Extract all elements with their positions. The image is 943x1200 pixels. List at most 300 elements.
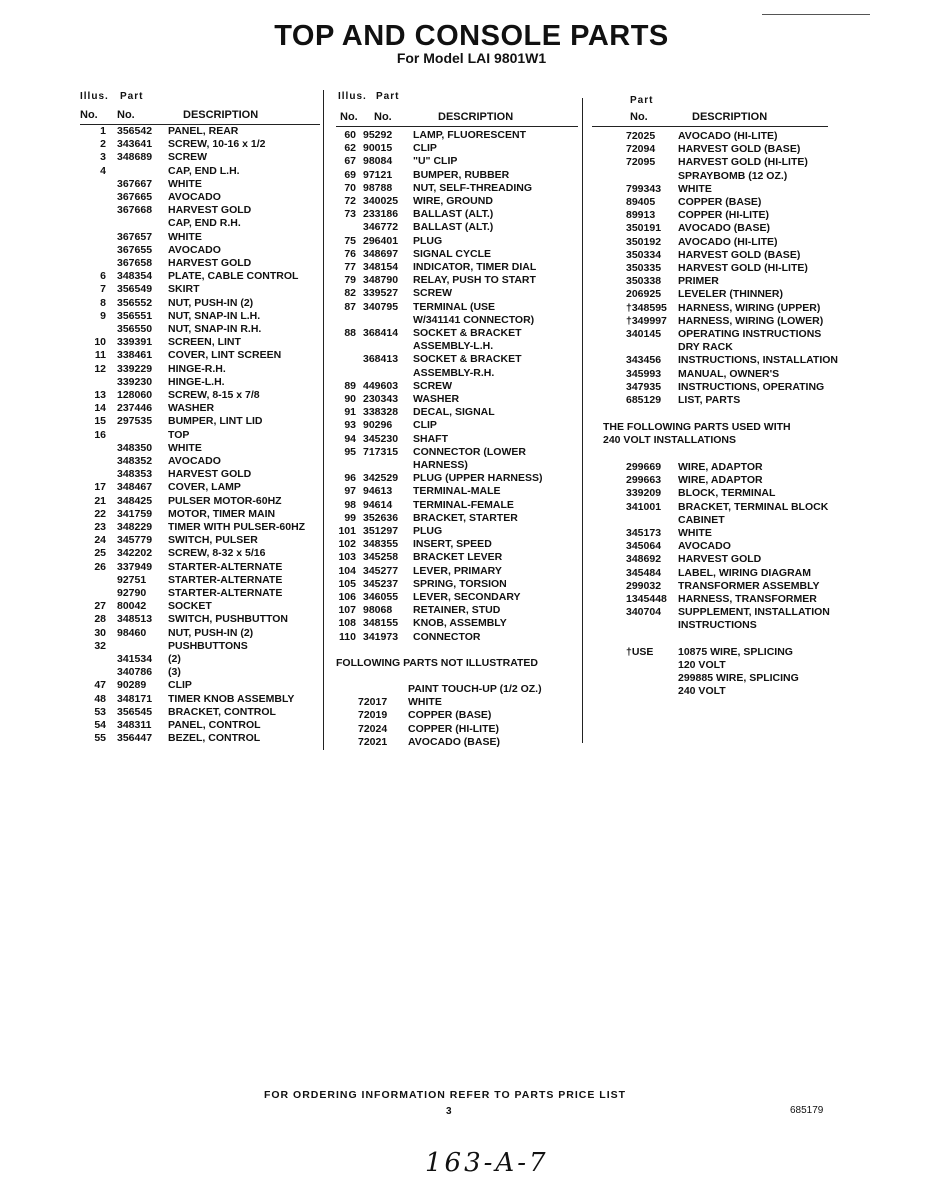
part-description: AVOCADO (BASE) [408,735,500,748]
part-number: 348790 [363,274,399,287]
part-number: 341759 [117,507,153,520]
part-description: BALLAST (ALT.) [413,221,494,234]
illus-number: 2 [100,138,106,151]
part-number: 351297 [363,525,399,537]
part-description: NUT, SNAP-IN R.H. [168,323,262,335]
part-description: HARNESS, WIRING (UPPER) [678,301,821,314]
illus-number: 79 [344,274,356,287]
part-number: 72017 [358,696,388,709]
part-number: 346055 [363,591,399,603]
part-description: MANUAL, OWNER'S [678,367,780,380]
illus-number: 70 [344,181,356,194]
part-description: INSTRUCTIONS, INSTALLATION [678,354,839,367]
part-description: SOCKET [168,600,212,613]
part-description: WHITE [168,230,202,243]
part-description: HARNESS, WIRING (LOWER) [678,314,824,327]
illus-number: 67 [344,155,356,168]
part-number: 348171 [117,692,153,705]
illus-number: 106 [338,591,356,603]
part-number: 345484 [626,566,662,579]
part-description: SOCKET & BRACKET [413,327,522,339]
part-number: 340145 [626,328,662,340]
part-description: CLIP [413,142,437,155]
part-number: 356551 [117,309,153,322]
part-number: 297535 [117,415,153,428]
part-number: 128060 [117,389,153,401]
illus-number: 95 [344,445,356,458]
illus-number: 108 [338,617,356,630]
part-number: 72024 [358,722,388,735]
part-number: 345237 [363,577,399,590]
illus-number: 4 [100,164,106,177]
part-number: 94613 [363,485,393,498]
part-number: 342202 [117,547,153,560]
illus-number: 73 [344,208,356,221]
volt-note-line-2: 240 VOLT INSTALLATIONS [603,434,737,446]
column-divider [323,90,324,750]
part-description: TOP [168,428,190,441]
part-number: 343456 [626,354,662,367]
part-description: HARVEST GOLD (BASE) [678,248,801,261]
illus-number: 76 [344,247,356,260]
part-description: SCREEN, LINT [168,336,241,349]
part-description: PANEL, CONTROL [168,719,261,731]
part-number: 72095 [626,156,656,169]
illus-number: 99 [344,511,356,524]
part-description: STARTER-ALTERNATE [168,587,283,599]
part-number: 345258 [363,551,399,564]
part-description: ASSEMBLY-R.H. [413,366,495,379]
part-description: COVER, LAMP [168,481,241,494]
part-description: BUMPER, RUBBER [413,168,510,181]
part-number: 367657 [117,230,153,243]
illus-number: 105 [338,577,356,590]
part-description: PLUG [413,234,443,247]
part-description: DECAL, SIGNAL [413,406,495,419]
part-description: TIMER WITH PULSER-60HZ [168,521,306,533]
part-description: LEVER, SECONDARY [413,591,521,603]
part-description: WIRE, GROUND [413,195,493,207]
part-number: 345064 [626,540,662,553]
illus-number: 48 [94,692,106,705]
part-number: 350338 [626,275,662,288]
col2-header-rule [336,126,578,127]
part-description: CONNECTOR (LOWER [413,445,526,458]
col2-description-header: DESCRIPTION [438,111,514,123]
illus-number: 25 [94,547,106,560]
illus-number: 62 [344,142,356,155]
illus-number: 53 [94,705,106,718]
part-description: INSTRUCTIONS, OPERATING [678,380,825,393]
page-title: TOP AND CONSOLE PARTS [274,20,669,52]
top-rule [762,14,870,15]
part-description: WHITE [678,527,712,539]
part-description: BRACKET, STARTER [413,511,518,524]
part-description: ASSEMBLY-L.H. [413,340,494,353]
part-number: 90289 [117,679,147,692]
part-description: HARVEST GOLD (HI-LITE) [678,156,808,169]
part-number: 348689 [117,151,153,164]
part-description: NUT, PUSH-IN (2) [168,626,254,639]
part-number: 341534 [117,653,153,665]
part-number: 348352 [117,455,153,467]
part-description: BUMPER, LINT LID [168,415,263,428]
part-description: STARTER-ALTERNATE [168,573,283,586]
volt-note-line-1: THE FOLLOWING PARTS USED WITH [603,421,791,433]
part-description: COPPER (BASE) [408,709,492,722]
part-description: TERMINAL-FEMALE [413,498,514,511]
part-description: AVOCADO [678,540,731,553]
col2-part-header: Part [376,91,400,102]
illus-number: 26 [94,560,106,573]
part-number: 339229 [117,362,153,375]
illus-number: 30 [94,626,106,639]
part-description: SCREW [413,287,453,300]
illus-number: 9 [100,309,106,322]
part-description: SIGNAL CYCLE [413,247,491,260]
part-description: NUT, SNAP-IN L.H. [168,309,261,322]
part-description: 299885 WIRE, SPLICING [678,672,799,685]
part-description: PLATE, CABLE CONTROL [168,270,299,283]
part-description: AVOCADO [168,243,221,256]
illus-number: 21 [94,494,106,507]
illus-number: 54 [94,719,106,731]
part-number: 367658 [117,257,153,269]
ordering-footer: FOR ORDERING INFORMATION REFER TO PARTS PRICE LIST [263,1089,627,1101]
part-description: W/341141 CONNECTOR) [413,313,535,326]
part-number: 299032 [626,579,662,592]
part-description: HARVEST GOLD (HI-LITE) [678,262,808,274]
col1-description-header: DESCRIPTION [183,109,259,121]
part-number: 348350 [117,441,153,454]
part-description: TERMINAL (USE [413,300,496,313]
col3-part-header: Part [630,95,654,106]
part-number: 94614 [363,498,393,511]
part-number: 348355 [363,538,399,551]
part-number: 98460 [117,626,147,639]
part-number: 348311 [117,719,152,731]
part-number: 72019 [358,709,388,722]
part-description: 10875 WIRE, SPLICING [678,645,793,658]
part-number: 72094 [626,143,656,156]
part-number: 356552 [117,296,153,309]
part-description: COPPER (BASE) [678,196,762,208]
part-description: SHAFT [413,432,448,445]
part-description: RETAINER, STUD [413,604,501,617]
part-number: 350335 [626,262,662,274]
part-description: WASHER [168,402,215,415]
part-description: PRIMER [678,275,719,288]
illus-number: 24 [94,534,106,547]
illus-number: 27 [94,600,106,613]
col3-description-header: DESCRIPTION [692,111,768,123]
illus-number: 77 [344,261,356,273]
col1-part-no-header: No. [117,109,135,121]
illus-number: 55 [94,732,106,745]
part-description: HARVEST GOLD (BASE) [678,143,801,156]
part-description: 120 VOLT [678,659,726,671]
part-number: 345277 [363,564,399,577]
part-description: TERMINAL-MALE [413,485,501,498]
illus-number: 96 [344,472,356,485]
part-description: AVOCADO (HI-LITE) [678,235,778,248]
part-number: 230343 [363,393,399,405]
part-description: HARVEST GOLD [168,468,252,481]
not-illustrated-heading: FOLLOWING PARTS NOT ILLUSTRATED [336,657,539,669]
illus-number: 10 [94,336,106,349]
illus-number: 93 [344,419,356,432]
part-description: HARVEST GOLD [168,257,252,269]
illus-number: 101 [338,525,356,537]
part-description: COPPER (HI-LITE) [408,722,499,735]
part-number: 340786 [117,666,153,679]
part-number: 92790 [117,587,147,599]
part-description: STARTER-ALTERNATE [168,560,283,573]
part-description: RELAY, PUSH TO START [413,274,536,287]
col3-header-rule [592,126,828,127]
col1-illus-no-header: No. [80,109,98,121]
illus-number: 97 [344,485,356,498]
part-number: 799343 [626,182,662,195]
illus-number: 69 [344,168,356,181]
part-number: 343641 [117,138,153,151]
part-number: 340704 [626,606,662,619]
col3-part-no-header: No. [630,111,648,123]
illus-number: 47 [94,679,106,692]
page-number: 3 [446,1106,452,1117]
part-number: 339391 [117,336,153,349]
part-number: 350334 [626,248,662,261]
part-description: WHITE [678,182,712,195]
part-description: AVOCADO (BASE) [678,222,770,235]
part-number: 350192 [626,235,662,248]
part-number: 356447 [117,732,153,745]
part-description: SKIRT [168,283,200,296]
part-number: 367667 [117,177,153,190]
part-number: 72025 [626,130,656,142]
illus-number: 6 [100,270,106,283]
part-description: CAP, END R.H. [168,217,241,230]
part-description: HINGE-L.H. [168,375,225,388]
illus-number: 22 [94,507,106,520]
part-number: 89405 [626,196,656,208]
illus-number: 91 [344,406,356,419]
parts-list-number: 685179 [790,1105,824,1116]
part-number: 348154 [363,261,399,273]
part-number: 367655 [117,243,153,256]
part-description: LAMP, FLUORESCENT [413,129,526,141]
part-number: 356550 [117,323,153,335]
part-number: 80042 [117,600,147,613]
part-description: WASHER [413,393,460,405]
part-description: CLIP [168,679,192,692]
part-number: 1345448 [626,593,667,605]
part-description: 240 VOLT [678,685,726,698]
part-number: 348513 [117,613,153,626]
part-description: PUSHBUTTONS [168,639,248,652]
model-subtitle: For Model LAI 9801W1 [396,50,547,66]
part-number: 368413 [363,353,399,366]
part-number: 341001 [626,500,662,513]
part-number: 72021 [358,735,388,748]
part-description: CABINET [678,513,725,526]
illus-number: 87 [344,300,356,313]
illus-number: 7 [100,283,106,296]
part-number: 338328 [363,406,399,419]
part-description: CLIP [413,419,437,432]
part-number: 348697 [363,247,399,260]
part-description: SPRAYBOMB (12 OZ.) [678,169,788,182]
part-description: HARVEST GOLD [168,204,252,217]
part-number: 237446 [117,402,153,415]
part-description: KNOB, ASSEMBLY [413,617,507,630]
part-description: SCREW [168,151,208,164]
illus-number: 1 [100,125,106,137]
col2-illus-header: Illus. [338,91,367,102]
column-divider [582,98,583,743]
part-number: 348354 [117,270,153,283]
part-number: 356549 [117,283,153,296]
col1-illus-header: Illus. [80,91,109,102]
part-number: 98068 [363,604,393,617]
illus-number: 82 [344,287,356,300]
part-number: 717315 [363,445,399,458]
part-number: 348229 [117,521,153,533]
part-description: COPPER (HI-LITE) [678,209,769,222]
part-description: OPERATING INSTRUCTIONS [678,328,822,340]
part-number: 449603 [363,379,399,392]
part-description: WHITE [408,696,442,709]
part-number: 233186 [363,208,399,221]
part-number: 299669 [626,461,662,473]
part-number: 342529 [363,472,399,485]
part-number: 348425 [117,494,153,507]
part-number: †348595 [626,301,667,314]
part-description: SCREW, 8-15 x 7/8 [168,389,260,401]
part-number: 90015 [363,142,393,155]
part-description: AVOCADO (HI-LITE) [678,130,778,142]
part-description: PLUG (UPPER HARNESS) [413,472,543,485]
part-description: AVOCADO [168,455,221,467]
col2-illus-no-header: No. [340,111,358,123]
part-number: 352636 [363,511,399,524]
part-description: PANEL, REAR [168,125,239,137]
illus-number: 8 [100,296,106,309]
illus-number: 16 [94,428,106,441]
illus-number: 104 [338,564,356,577]
illus-number: 94 [344,432,356,445]
part-description: DRY RACK [678,341,733,354]
part-number: 348692 [626,553,662,566]
part-description: SWITCH, PUSHBUTTON [168,613,288,626]
illus-number: 12 [94,362,106,375]
illus-number: 3 [100,151,106,164]
col1-part-header: Part [120,91,144,102]
part-description: PAINT TOUCH-UP (1/2 OZ.) [408,683,542,695]
part-description: SCREW [413,379,453,392]
illus-number: 14 [94,402,106,415]
part-description: INDICATOR, TIMER DIAL [413,261,537,273]
illus-number: 103 [338,551,356,564]
part-description: INSTRUCTIONS [678,619,757,632]
part-description: NUT, SELF-THREADING [413,181,532,194]
part-description: CAP, END L.H. [168,164,240,177]
part-number: 345173 [626,527,662,539]
part-description: (2) [168,653,181,665]
illus-number: 60 [344,129,356,141]
illus-number: 23 [94,521,106,533]
part-description: HARNESS, TRANSFORMER [678,593,817,605]
part-description: LABEL, WIRING DIAGRAM [678,566,811,579]
illus-number: 89 [344,379,356,392]
part-number: 98788 [363,181,393,194]
illus-number: 110 [339,630,356,643]
part-description: BALLAST (ALT.) [413,208,494,221]
part-description: LEVELER (THINNER) [678,288,783,301]
part-description: SOCKET & BRACKET [413,353,522,366]
part-number: 299663 [626,474,662,487]
part-description: SWITCH, PULSER [168,534,258,547]
part-number: 98084 [363,155,393,168]
part-description: BEZEL, CONTROL [168,732,261,745]
part-number: 339527 [363,287,399,300]
part-number: 368414 [363,327,399,339]
part-number: 685129 [626,394,662,406]
illus-number: 102 [338,538,356,551]
illus-number: 98 [344,498,356,511]
part-description: BRACKET, TERMINAL BLOCK [678,500,829,513]
part-description: PULSER MOTOR-60HZ [168,494,282,507]
part-number: 346772 [363,221,399,234]
part-number: 339209 [626,487,662,500]
part-number: †349997 [626,314,667,327]
part-description: (3) [168,666,181,679]
part-number: 90296 [363,419,393,432]
part-description: TIMER KNOB ASSEMBLY [168,692,295,705]
part-description: BRACKET, CONTROL [168,705,276,718]
illus-number: 107 [338,604,356,617]
part-description: BLOCK, TERMINAL [678,487,776,500]
part-description: NUT, PUSH-IN (2) [168,296,254,309]
part-description: HARNESS) [413,459,468,471]
part-description: BRACKET LEVER [413,551,503,564]
part-number: 89913 [626,209,656,222]
part-description: SCREW, 8-32 x 5/16 [168,547,266,560]
part-description: MOTOR, TIMER MAIN [168,507,276,520]
part-description: COVER, LINT SCREEN [168,349,282,362]
part-number: 341973 [363,630,399,643]
illus-number: 11 [94,349,106,362]
part-description: LEVER, PRIMARY [413,564,502,577]
illus-number: 13 [94,389,106,401]
part-description: HINGE-R.H. [168,362,226,375]
part-number: 206925 [626,288,662,301]
illus-number: 32 [94,639,106,652]
part-number: 338461 [117,349,153,362]
part-number: 340795 [363,300,399,313]
part-description: CONNECTOR [413,630,481,643]
part-description: TRANSFORMER ASSEMBLY [678,579,820,592]
part-description: PLUG [413,525,443,537]
part-number: 340025 [363,195,399,207]
part-number: 356542 [117,125,153,137]
part-number: †USE [626,645,654,658]
part-number: 296401 [363,234,399,247]
part-description: SCREW, 10-16 x 1/2 [168,138,266,151]
part-number: 95292 [363,129,393,141]
part-number: 367668 [117,204,153,217]
part-description: WIRE, ADAPTOR [678,461,763,473]
